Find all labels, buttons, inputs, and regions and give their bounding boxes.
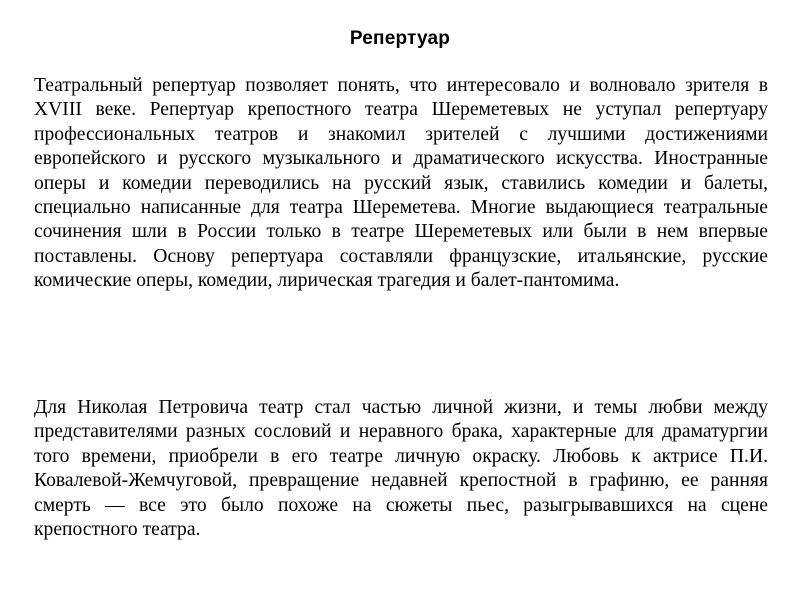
slide-title: Репертуар xyxy=(349,28,451,49)
paragraph-personal-life: Для Николая Петровича театр стал частью личной жизни, и темы любви между представителями разных сословий и неравного брака, характерные для драматургии того времени, приобрели в его театре личную окраску. Любовь к актрисе П.И. Ковалевой-Жемчуговой, превращение недавней крепостной в графиню, ее ранняя смерть — все это было похоже на сюжеты пьес, разыгрывавшихся на сцене крепостного театра. xyxy=(34,397,768,541)
paragraph-repertoire: Театральный репертуар позволяет понять, что интересовало и волновало зрителя в XVIII веке. Репертуар крепостного театра Шереметевых не уступал репертуару профессиональных театров и знакомил зрителей с лучшими достижениями европейского и русского музыкального и драматического искусства. Иностранные оперы и комедии переводились на русский язык, ставились комедии и балеты, специально написанные для театра Шереметева. Многие выдающиеся театральные сочинения шли в России только в театре Шереметевых или были в нем впервые поставлены. Основу репертуара составляли французские, итальянские, русские комические оперы, комедии, лирическая трагедия и балет-пантомима. xyxy=(34,75,768,292)
